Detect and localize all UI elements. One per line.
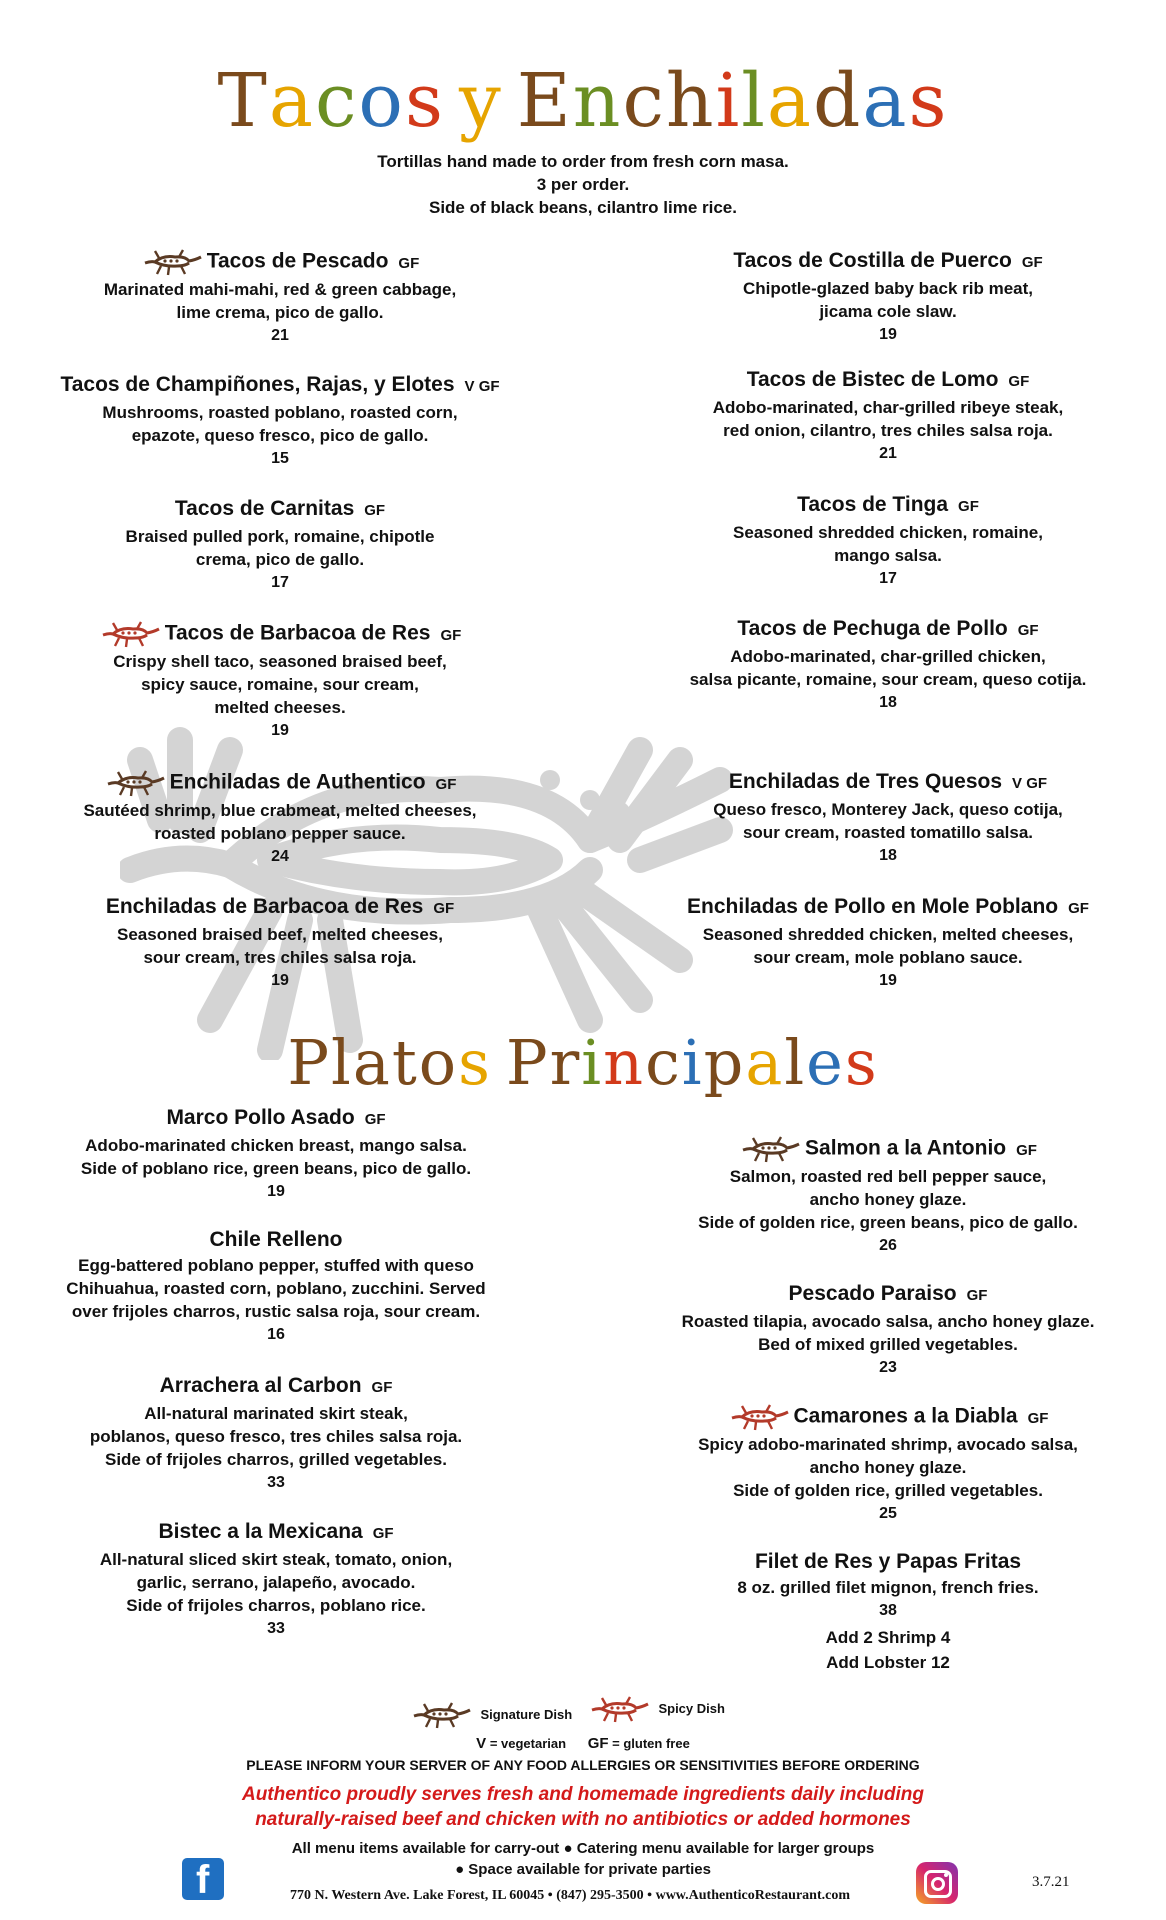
dietary-tag: V GF [1012, 775, 1048, 792]
menu-item-price: 17 [271, 574, 289, 591]
title-letter: c [622, 58, 666, 144]
title-letter: s [844, 1026, 879, 1099]
menu-item-description: Bed of mixed grilled vegetables. [758, 1335, 1018, 1354]
menu-item-description: Side of poblano rice, green beans, pico de gallo. [80, 1159, 472, 1178]
title-letter: h [665, 58, 716, 144]
menu-item-name: Tacos de Pechuga de Pollo [737, 617, 1008, 640]
menu-item-description: Salmon, roasted red bell pepper sauce, [729, 1166, 1047, 1186]
menu-item-name: Arrachera al Carbon [159, 1374, 362, 1397]
signature-gecko-icon [104, 768, 166, 798]
title-letter: a [745, 1026, 785, 1099]
menu-item-title-row [10, 371, 550, 401]
title-letter: r [549, 1026, 582, 1099]
menu-item-title-row [6, 1226, 546, 1254]
title-letter: s [404, 58, 445, 144]
menu-item-name: Tacos de Tinga [797, 493, 949, 516]
menu-item [618, 615, 1158, 715]
menu-item-price: 23 [879, 1359, 897, 1376]
platos-title [0, 1026, 1166, 1099]
menu-item-price: 25 [879, 1504, 897, 1522]
dietary-tag: GF [433, 900, 455, 917]
title-letter: y [458, 58, 503, 144]
title-letter: l [784, 1026, 807, 1099]
menu-item-price: 19 [271, 721, 289, 739]
menu-item-description: All-natural sliced skirt steak, tomato, onion, [99, 1550, 453, 1569]
menu-item-description: Adobo-marinated chicken breast, mango salsa. [85, 1136, 467, 1155]
title-letter: o [358, 58, 405, 144]
dietary-tag: GF [364, 502, 386, 519]
menu-item-description: garlic, serrano, jalapeño, avocado. [136, 1573, 416, 1592]
menu-item-description: Queso fresco, Monterey Jack, queso cotija, [713, 800, 1063, 819]
menu-item-addon: Add 2 Shrimp 4 [825, 1628, 951, 1647]
menu-item-price: 18 [879, 847, 897, 864]
dietary-tag: GF [1016, 1141, 1037, 1159]
dietary-tag: GF [1008, 373, 1030, 390]
menu-item-name: Enchiladas de Pollo en Mole Poblano [687, 895, 1059, 918]
menu-item-name: Tacos de Barbacoa de Res [164, 621, 431, 645]
title-letter: P [287, 1026, 332, 1099]
menu-item-description: Side of golden rice, green beans, pico de gallo. [698, 1212, 1078, 1232]
menu-item-name: Filet de Res y Papas Fritas [754, 1550, 1022, 1573]
menu-item-description: ancho honey glaze. [809, 1189, 967, 1209]
title-letter: n [572, 58, 623, 144]
menu-item-price: 38 [879, 1602, 897, 1619]
menu-item-name: Tacos de Bistec de Lomo [746, 368, 999, 391]
intro-line: Tortillas hand made to order from fresh corn masa. [377, 152, 789, 171]
menu-item-description: Roasted tilapia, avocado salsa, ancho honey glaze. [681, 1312, 1095, 1331]
menu-item-description: Seasoned shredded chicken, melted cheeses, [702, 925, 1074, 944]
menu-item-price: 19 [267, 1183, 285, 1200]
menu-item-description: 8 oz. grilled filet mignon, french fries. [737, 1578, 1039, 1597]
menu-item-description: jicama cole slaw. [819, 302, 957, 321]
vegetarian-key-text: = vegetarian [489, 1736, 567, 1751]
menu-item-description: poblanos, queso fresco, tres chiles salsa roja. [89, 1427, 463, 1446]
title-letter: l [331, 1026, 353, 1099]
menu-item-description: Side of golden rice, grilled vegetables. [733, 1480, 1043, 1500]
menu-item-price: 21 [271, 326, 289, 344]
menu-item-title-row [618, 247, 1158, 277]
title-letter: o [418, 1026, 459, 1099]
legend-icons [410, 1700, 770, 1730]
menu-item-title-row [10, 768, 550, 799]
menu-item [6, 1104, 546, 1204]
dietary-tag: GF [1068, 900, 1089, 917]
instagram-icon[interactable] [916, 1862, 958, 1904]
title-letter: n [603, 1026, 646, 1099]
title-letter: c [314, 58, 359, 144]
menu-item [10, 371, 550, 471]
title-letter: c [645, 1026, 682, 1099]
title-letter: i [681, 1026, 704, 1099]
menu-item-description: sour cream, roasted tomatillo salsa. [742, 823, 1034, 842]
menu-item-name: Tacos de Pescado [206, 249, 389, 273]
menu-item [618, 1134, 1158, 1258]
menu-item [6, 1226, 546, 1347]
menu-item-name: Tacos de Champiñones, Rajas, y Elotes [60, 373, 455, 396]
dietary-tag: GF [440, 626, 462, 644]
spicy-gecko-icon [728, 1402, 790, 1432]
menu-item-title-row [10, 495, 550, 525]
menu-item-title-row [618, 1280, 1158, 1310]
footer-line: All menu items available for carry-out ● Catering menu available for larger groups [291, 1840, 875, 1857]
menu-item-price: 18 [879, 694, 897, 711]
dietary-tag: GF [364, 1111, 386, 1128]
title-letter: i [581, 1026, 604, 1099]
menu-item [618, 768, 1158, 868]
menu-item-price: 33 [267, 1620, 285, 1637]
menu-item-title-row [618, 1402, 1158, 1433]
menu-item-description: Chipotle-glazed baby back rib meat, [742, 279, 1033, 298]
tacos-title [0, 58, 1166, 144]
title-letter: t [391, 1026, 419, 1099]
menu-item-name: Salmon a la Antonio [805, 1136, 1007, 1160]
menu-item [618, 247, 1158, 347]
sourcing-line: naturally-raised beef and chicken with no antibiotics or added hormones [255, 1809, 911, 1830]
title-letter: d [813, 58, 863, 144]
menu-item-price: 26 [879, 1236, 897, 1254]
title-letter: e [806, 1026, 845, 1099]
menu-item-description: Braised pulled pork, romaine, chipotle [125, 527, 435, 546]
menu-item-title-row [6, 1518, 546, 1548]
dietary-tag: GF [372, 1525, 394, 1542]
menu-item [6, 1518, 546, 1641]
menu-item-name: Marco Pollo Asado [166, 1106, 355, 1129]
facebook-icon[interactable]: f [182, 1858, 224, 1900]
menu-item [618, 366, 1158, 466]
menu-item-title-row [618, 615, 1158, 645]
menu-item-description: salsa picante, romaine, sour cream, queso cotija. [689, 670, 1087, 689]
menu-item-description: over frijoles charros, rustic salsa roja, sour cream. [71, 1302, 481, 1321]
menu-item-description: roasted poblano pepper sauce. [154, 823, 406, 843]
menu-item-title-row [10, 893, 550, 923]
menu-item [10, 768, 550, 869]
footer-line: ● Space available for private parties [455, 1861, 711, 1878]
sourcing-line: Authentico proudly serves fresh and homemade ingredients daily including [241, 1784, 924, 1805]
signature-gecko-icon [141, 247, 203, 277]
title-letter: s [458, 1026, 492, 1099]
menu-item-title-row [618, 1548, 1158, 1576]
menu-item [618, 1280, 1158, 1380]
menu-item [618, 893, 1158, 993]
menu-item [10, 893, 550, 993]
dietary-tag: GF [371, 1379, 393, 1396]
spicy-gecko-icon [588, 1694, 650, 1724]
title-letter: p [703, 1026, 746, 1099]
footer-services [0, 1838, 1166, 1880]
menu-item [618, 491, 1158, 591]
menu-item [618, 1402, 1158, 1526]
menu-item-title-row [6, 1104, 546, 1134]
menu-item-description: lime crema, pico de gallo. [176, 302, 384, 322]
title-letter: a [268, 58, 315, 144]
menu-date: 3.7.21 [1032, 1874, 1070, 1890]
title-letter: E [516, 58, 573, 144]
menu-item-title-row [618, 893, 1158, 923]
dietary-tag: V GF [464, 378, 500, 395]
menu-item-price: 19 [879, 326, 897, 343]
address-line: 770 N. Western Ave. Lake Forest, IL 60045 • (847) 295-3500 • www.AuthenticoRestaurant.com [289, 1888, 851, 1903]
title-letter: l [741, 58, 767, 144]
menu-item-description: Sautéed shrimp, blue crabmeat, melted cheeses, [83, 800, 477, 820]
menu-item-title-row [10, 247, 550, 278]
menu-item-description: Spicy adobo-marinated shrimp, avocado salsa, [698, 1434, 1078, 1454]
menu-item-description: Chihuahua, roasted corn, poblano, zucchini. Served [66, 1279, 486, 1298]
menu-item-description: All-natural marinated skirt steak, [144, 1404, 408, 1423]
dietary-tag: GF [958, 498, 979, 515]
menu-item-description: Egg-battered poblano pepper, stuffed with queso [78, 1256, 474, 1275]
menu-item-title-row [618, 768, 1158, 798]
menu-item-name: Bistec a la Mexicana [158, 1520, 363, 1543]
intro-text [0, 150, 1166, 219]
menu-item-description: crema, pico de gallo. [195, 550, 365, 569]
vegetarian-key: V [476, 1735, 487, 1752]
menu-item-name: Camarones a la Diabla [793, 1404, 1018, 1428]
dietary-tag: GF [398, 254, 420, 272]
menu-item-description: red onion, cilantro, tres chiles salsa roja. [723, 421, 1053, 440]
signature-gecko-icon [410, 1700, 472, 1730]
menu-item-price: 21 [879, 445, 897, 462]
menu-item-description: Marinated mahi-mahi, red & green cabbage, [103, 279, 457, 299]
menu-item-name: Tacos de Carnitas [174, 497, 355, 520]
gluten-free-key-text: = gluten free [612, 1736, 690, 1751]
menu-item-name: Pescado Paraiso [788, 1282, 957, 1305]
menu-item-title-row [6, 1372, 546, 1402]
menu-item-description: ancho honey glaze. [809, 1457, 967, 1477]
menu-item-title-row [618, 1134, 1158, 1165]
menu-item-description: Side of frijoles charros, poblano rice. [126, 1596, 426, 1615]
menu-item-description: Seasoned braised beef, melted cheeses, [117, 925, 443, 944]
menu-item-description: spicy sauce, romaine, sour cream, [141, 674, 419, 694]
menu-item-price: 33 [267, 1474, 285, 1491]
menu-item-name: Enchiladas de Barbacoa de Res [105, 895, 424, 918]
menu-item-description: Adobo-marinated, char-grilled ribeye steak, [712, 398, 1064, 417]
dietary-tag: GF [1017, 622, 1039, 639]
menu-item-description: Crispy shell taco, seasoned braised beef, [113, 651, 447, 671]
menu-item [10, 495, 550, 595]
menu-item [10, 619, 550, 743]
menu-item-description: sour cream, tres chiles salsa roja. [143, 948, 417, 967]
menu-item-description: sour cream, mole poblano sauce. [753, 948, 1023, 967]
menu-item-title-row [10, 619, 550, 650]
menu-item-description: Adobo-marinated, char-grilled chicken, [730, 647, 1046, 666]
menu-item-price: 17 [879, 570, 897, 587]
menu-item-addon: Add Lobster 12 [826, 1653, 950, 1672]
signature-legend-label: Signature Dish [480, 1707, 573, 1723]
signature-gecko-icon [739, 1134, 801, 1164]
menu-item-name: Chile Relleno [209, 1228, 343, 1251]
legend-key [0, 1735, 1166, 1752]
dietary-tag: GF [1021, 254, 1043, 271]
menu-item-price: 16 [267, 1326, 285, 1343]
menu-item-title-row [618, 491, 1158, 521]
menu-item-name: Enchiladas de Authentico [169, 770, 426, 794]
menu-item-price: 24 [271, 847, 289, 865]
intro-line: Side of black beans, cilantro lime rice. [428, 198, 737, 217]
allergy-notice: PLEASE INFORM YOUR SERVER OF ANY FOOD ALLERGIES OR SENSITIVITIES BEFORE ORDERING [246, 1757, 920, 1773]
menu-item-description: Seasoned shredded chicken, romaine, [733, 523, 1043, 542]
menu-item [618, 1548, 1158, 1675]
title-letter: s [908, 58, 949, 144]
menu-item-description: mango salsa. [834, 546, 942, 565]
sourcing-statement [0, 1782, 1166, 1832]
dietary-tag: GF [435, 775, 457, 793]
gluten-free-key: GF [587, 1735, 609, 1752]
menu-item-name: Enchiladas de Tres Quesos [728, 770, 1003, 793]
intro-line: 3 per order. [536, 175, 630, 194]
spicy-legend-label: Spicy Dish [658, 1701, 725, 1717]
menu-item [10, 247, 550, 348]
menu-item-description: Mushrooms, roasted poblano, roasted corn, [102, 403, 458, 422]
menu-item-price: 15 [271, 450, 289, 467]
menu-item-description: melted cheeses. [214, 697, 346, 717]
menu-item-title-row [618, 366, 1158, 396]
title-letter: i [715, 58, 742, 144]
title-letter: P [505, 1026, 550, 1099]
menu-item-description: epazote, queso fresco, pico de gallo. [131, 426, 429, 445]
menu-item-description: Side of frijoles charros, grilled vegetables. [104, 1450, 447, 1469]
title-letter: T [217, 58, 269, 144]
menu-item-name: Tacos de Costilla de Puerco [733, 249, 1012, 272]
dietary-tag: GF [1027, 1409, 1049, 1427]
menu-item-price: 19 [879, 972, 897, 989]
menu-item-price: 19 [271, 972, 289, 989]
spicy-gecko-icon [99, 619, 161, 649]
menu-item [6, 1372, 546, 1495]
title-letter: a [352, 1026, 392, 1099]
title-letter: a [862, 58, 909, 144]
title-letter: a [766, 58, 814, 144]
dietary-tag: GF [966, 1287, 988, 1304]
